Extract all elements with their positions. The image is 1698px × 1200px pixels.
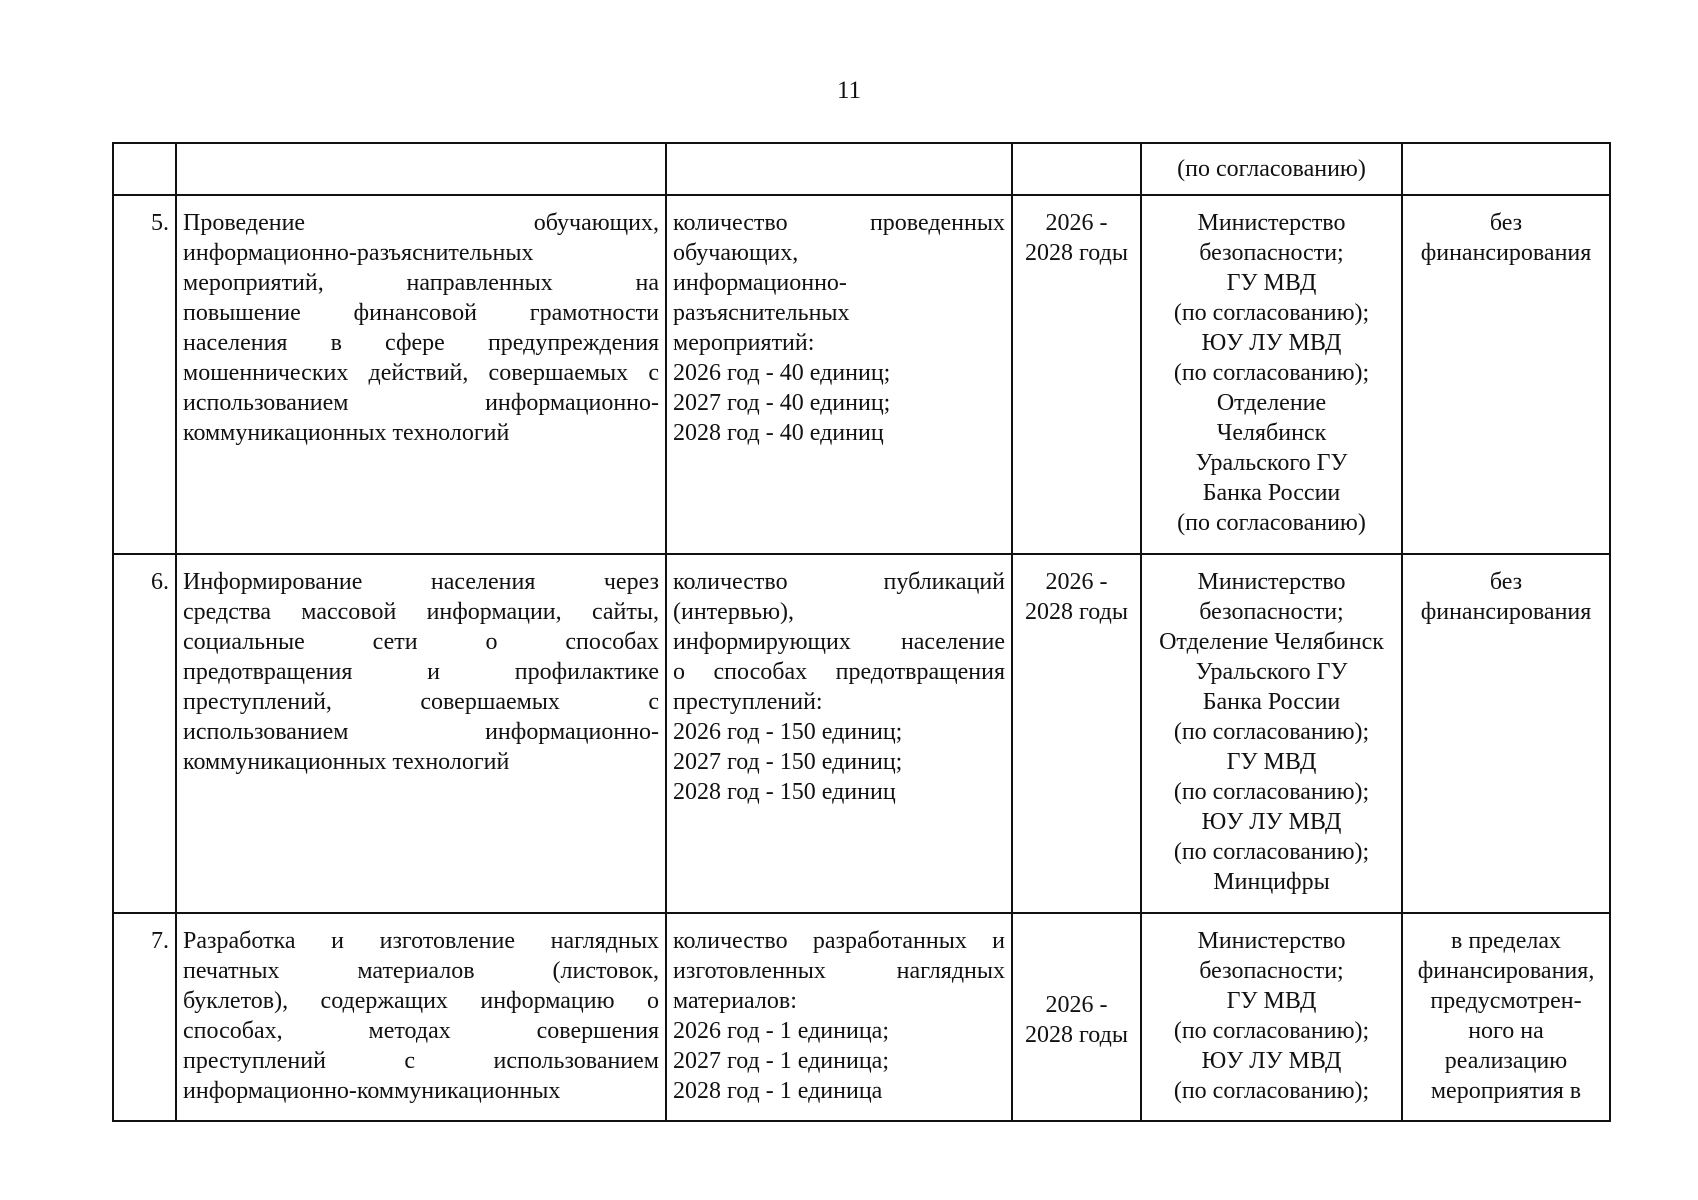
activities-table [112,142,1611,1122]
indicator-line: информирующих население [673,629,1005,655]
funding-cell [1402,554,1610,913]
executor-line: Уральского ГУ [1195,450,1348,476]
indicator-line: количество публикаций [673,569,1005,595]
executor-line: (по согласованию); [1173,300,1370,326]
executor-line: безопасности; [1199,599,1344,625]
indicator-line: (интервью), [673,599,795,625]
indicator-cell [666,143,1012,195]
indicator-line: изготовленных наглядных [673,958,1005,984]
description-line: повышение финансовой грамотности [183,300,659,326]
period-line: 2028 годы [1025,599,1128,625]
description-line: информационно-коммуникационных [183,1078,561,1104]
description-line: буклетов), содержащих информацию о [183,988,659,1014]
indicator-line: разъяснительных [673,300,850,326]
funding-line: реализацию [1444,1048,1568,1074]
description-line: преступлений с использованием [183,1048,659,1074]
executor-line: Банка России [1202,480,1341,506]
period-cell [1012,195,1141,554]
funding-line: предусмотрен- [1430,988,1582,1014]
executors-cell [1141,913,1402,1121]
funding-line: ного на [1468,1018,1544,1044]
funding-line: мероприятия в [1430,1078,1582,1104]
description-line: использованием информационно- [183,719,659,745]
executor-line: (по согласованию); [1173,839,1370,865]
executor-line: Уральского ГУ [1195,659,1348,685]
indicator-line: 2026 год - 1 единица; [673,1018,889,1044]
indicator-line: 2027 год - 40 единиц; [673,390,891,416]
executor-line: (по согласованию); [1173,779,1370,805]
indicator-line: преступлений: [673,689,823,715]
indicator-line: 2028 год - 40 единиц [673,420,884,446]
period-line: 2026 - [1045,992,1108,1018]
description-cell [176,554,666,913]
executor-line: ГУ МВД [1226,988,1317,1014]
row-number: 7. [113,913,176,1121]
period-cell [1012,143,1141,195]
description-line: средства массовой информации, сайты, [183,599,659,625]
indicator-line: 2028 год - 150 единиц [673,779,896,805]
table-row [113,195,1610,554]
indicator-cell [666,554,1012,913]
funding-line: финансирования [1420,240,1592,266]
executor-line: Минцифры [1213,869,1330,895]
row-number: 5. [113,195,176,554]
executor-line: (по согласованию); [1173,360,1370,386]
description-line: мероприятий, направленных на [183,270,659,296]
indicator-line: мероприятий: [673,330,815,356]
period-line: 2026 - [1045,569,1108,595]
description-line: Информирование населения через [183,569,659,595]
funding-cell [1402,913,1610,1121]
executor-line: безопасности; [1199,240,1344,266]
description-cell [176,195,666,554]
executor-line: (по согласованию); [1173,1078,1370,1104]
executor-line: Отделение Челябинск [1159,629,1384,655]
funding-line: финансирования [1420,599,1592,625]
executor-line: (по согласованию); [1173,1018,1370,1044]
description-line: коммуникационных технологий [183,749,510,775]
indicator-line: о способах предотвращения [673,659,1005,685]
description-line: информационно-разъяснительных [183,240,534,266]
executor-line: ГУ МВД [1226,270,1317,296]
executor-line: (по согласованию); [1173,719,1370,745]
table-row [113,554,1610,913]
executors-cell [1141,554,1402,913]
description-line: способах, методах совершения [183,1018,659,1044]
executor-line: Министерство [1197,928,1346,954]
indicator-line: материалов: [673,988,797,1014]
executor-line: ГУ МВД [1226,749,1317,775]
description-line: населения в сфере предупреждения [183,330,659,356]
period-line: 2028 годы [1025,1022,1128,1048]
period-cell [1012,913,1141,1121]
funding-line: финансирования, [1417,958,1595,984]
executor-line: Министерство [1197,569,1346,595]
period-line: 2026 - [1045,210,1108,236]
description-line: предотвращения и профилактике [183,659,659,685]
page-number: 11 [836,77,862,104]
executor-line: ЮУ ЛУ МВД [1201,1048,1342,1074]
indicator-line: 2028 год - 1 единица [673,1078,883,1104]
indicator-line: количество проведенных [673,210,1005,236]
indicator-line: 2026 год - 150 единиц; [673,719,903,745]
funding-line: без [1489,569,1523,595]
executors-text: (по согласованию) [1177,156,1366,182]
funding-line: в пределах [1450,928,1561,954]
description-line: Разработка и изготовление наглядных [183,928,659,954]
executors-cell [1141,143,1402,195]
executor-line: ЮУ ЛУ МВД [1201,330,1342,356]
description-line: коммуникационных технологий [183,420,510,446]
indicator-cell [666,195,1012,554]
table-row [113,913,1610,1121]
indicator-line: информационно- [673,270,847,296]
executors-cell [1141,195,1402,554]
executor-line: Отделение [1216,390,1327,416]
period-line: 2028 годы [1025,240,1128,266]
description-cell [176,143,666,195]
indicator-line: 2026 год - 40 единиц; [673,360,891,386]
description-line: Проведение обучающих, [183,210,659,236]
funding-line: без [1489,210,1523,236]
row-number: 6. [113,554,176,913]
description-line: социальные сети о способах [183,629,659,655]
description-line: преступлений, совершаемых с [183,689,659,715]
period-cell [1012,554,1141,913]
indicator-line: 2027 год - 1 единица; [673,1048,889,1074]
description-line: использованием информационно- [183,390,659,416]
indicator-line: количество разработанных и [673,928,1005,954]
num-cell [113,143,176,195]
table-row-continuation [113,143,1610,195]
description-line: мошеннических действий, совершаемых с [183,360,659,386]
funding-cell [1402,143,1610,195]
executor-line: (по согласованию) [1177,510,1366,536]
executor-line: ЮУ ЛУ МВД [1201,809,1342,835]
indicator-cell [666,913,1012,1121]
indicator-line: обучающих, [673,240,799,266]
executor-line: Министерство [1197,210,1346,236]
indicator-line: 2027 год - 150 единиц; [673,749,903,775]
funding-cell [1402,195,1610,554]
executor-line: Банка России [1202,689,1341,715]
executor-line: Челябинск [1216,420,1327,446]
executor-line: безопасности; [1199,958,1344,984]
description-cell [176,913,666,1121]
description-line: печатных материалов (листовок, [183,958,659,984]
